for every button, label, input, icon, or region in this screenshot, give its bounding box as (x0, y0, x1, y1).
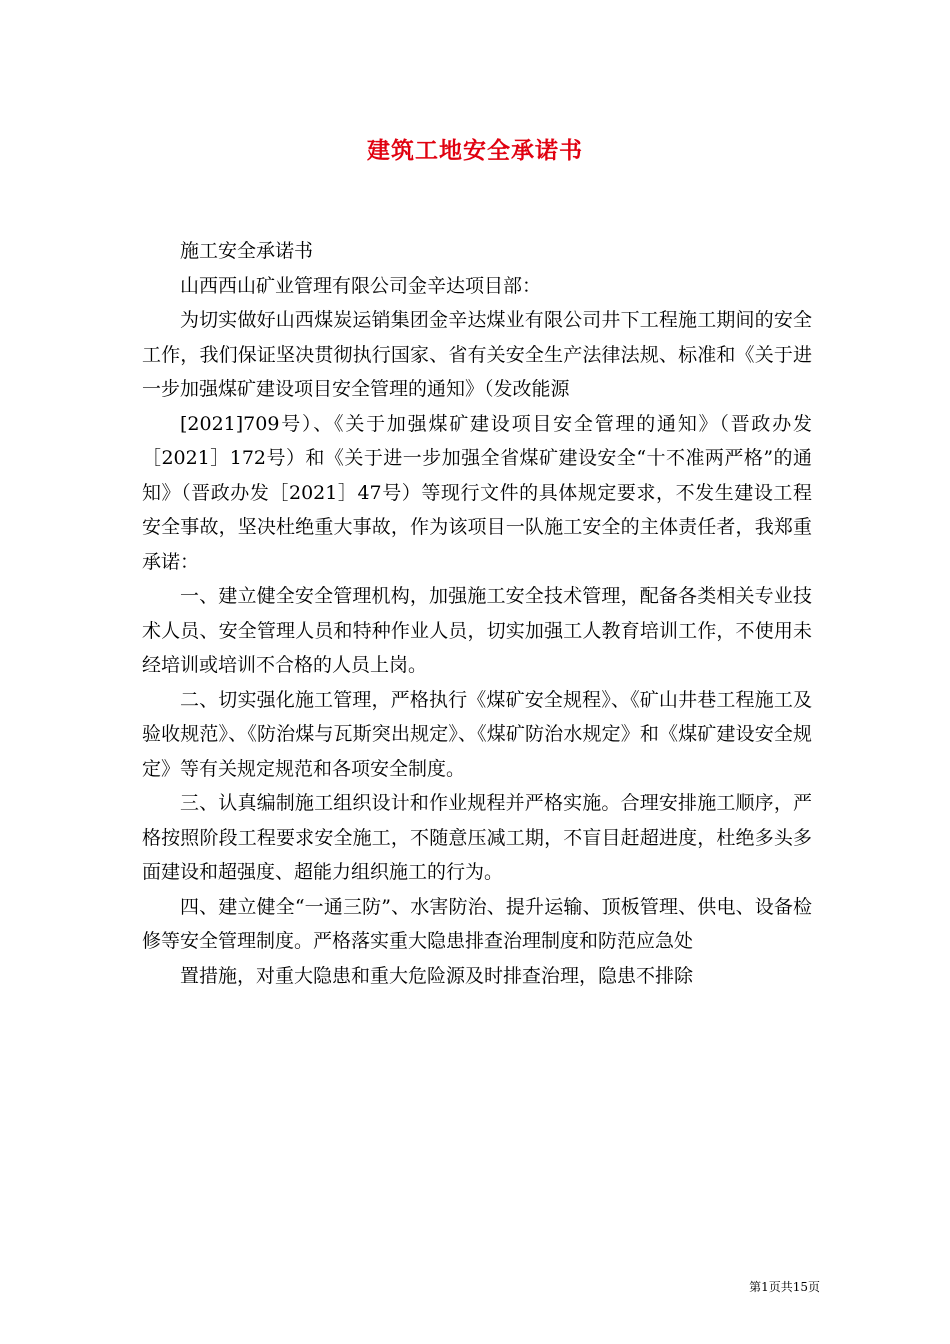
paragraph-intro-continued: [2021]709号）、《关于加强煤矿建设项目安全管理的通知》（晋政办发［2021］172号）和《关于进一步加强全省煤矿建设安全“十不准两严格”的通知》（晋政办发［2021］47号）等现行文件的具体规定要求，不发生建设工程安全事故，坚决杜绝重大事故，作为该项目一队施工安全的主体责任者，我郑重承诺： (142, 412, 812, 573)
paragraph-item-4: 四、建立健全“一通三防”、水害防治、提升运输、顶板管理、供电、设备检修等安全管理制度。严格落实重大隐患排查治理制度和防范应急处 (142, 895, 812, 952)
paragraph-intro: 为切实做好山西煤炭运销集团金辛达煤业有限公司井下工程施工期间的安全工作，我们保证坚决贯彻执行国家、省有关安全生产法律法规、标准和《关于进一步加强煤矿建设项目安全管理的通知》（发改能源 (142, 309, 812, 400)
paragraph-heading: 施工安全承诺书 (180, 240, 314, 262)
document-title: 建筑工地安全承诺书 (367, 137, 583, 164)
paragraph-addressee: 山西西山矿业管理有限公司金辛达项目部： (180, 274, 542, 297)
paragraph-item-4-continued: 置措施，对重大隐患和重大危险源及时排查治理，隐患不排除 (180, 964, 694, 987)
paragraph-item-2: 二、切实强化施工管理，严格执行《煤矿安全规程》、《矿山井巷工程施工及验收规范》、《防治煤与瓦斯突出规定》、《煤矿防治水规定》和《煤矿建设安全规定》等有关规定规范和各项安全制度。 (142, 688, 812, 780)
paragraph-item-1: 一、建立健全安全管理机构，加强施工安全技术管理，配备各类相关专业技术人员、安全管理人员和特种作业人员，切实加强工人教育培训工作，不使用未经培训或培训不合格的人员上岗。 (142, 585, 812, 676)
paragraph-item-3: 三、认真编制施工组织设计和作业规程并严格实施。合理安排施工顺序，严格按照阶段工程要求安全施工，不随意压减工期，不盲目赶超进度，杜绝多头多面建设和超强度、超能力组织施工的行为。 (142, 792, 812, 883)
document-body (142, 234, 812, 993)
page-number: 第1页共15页 (749, 1280, 820, 1294)
